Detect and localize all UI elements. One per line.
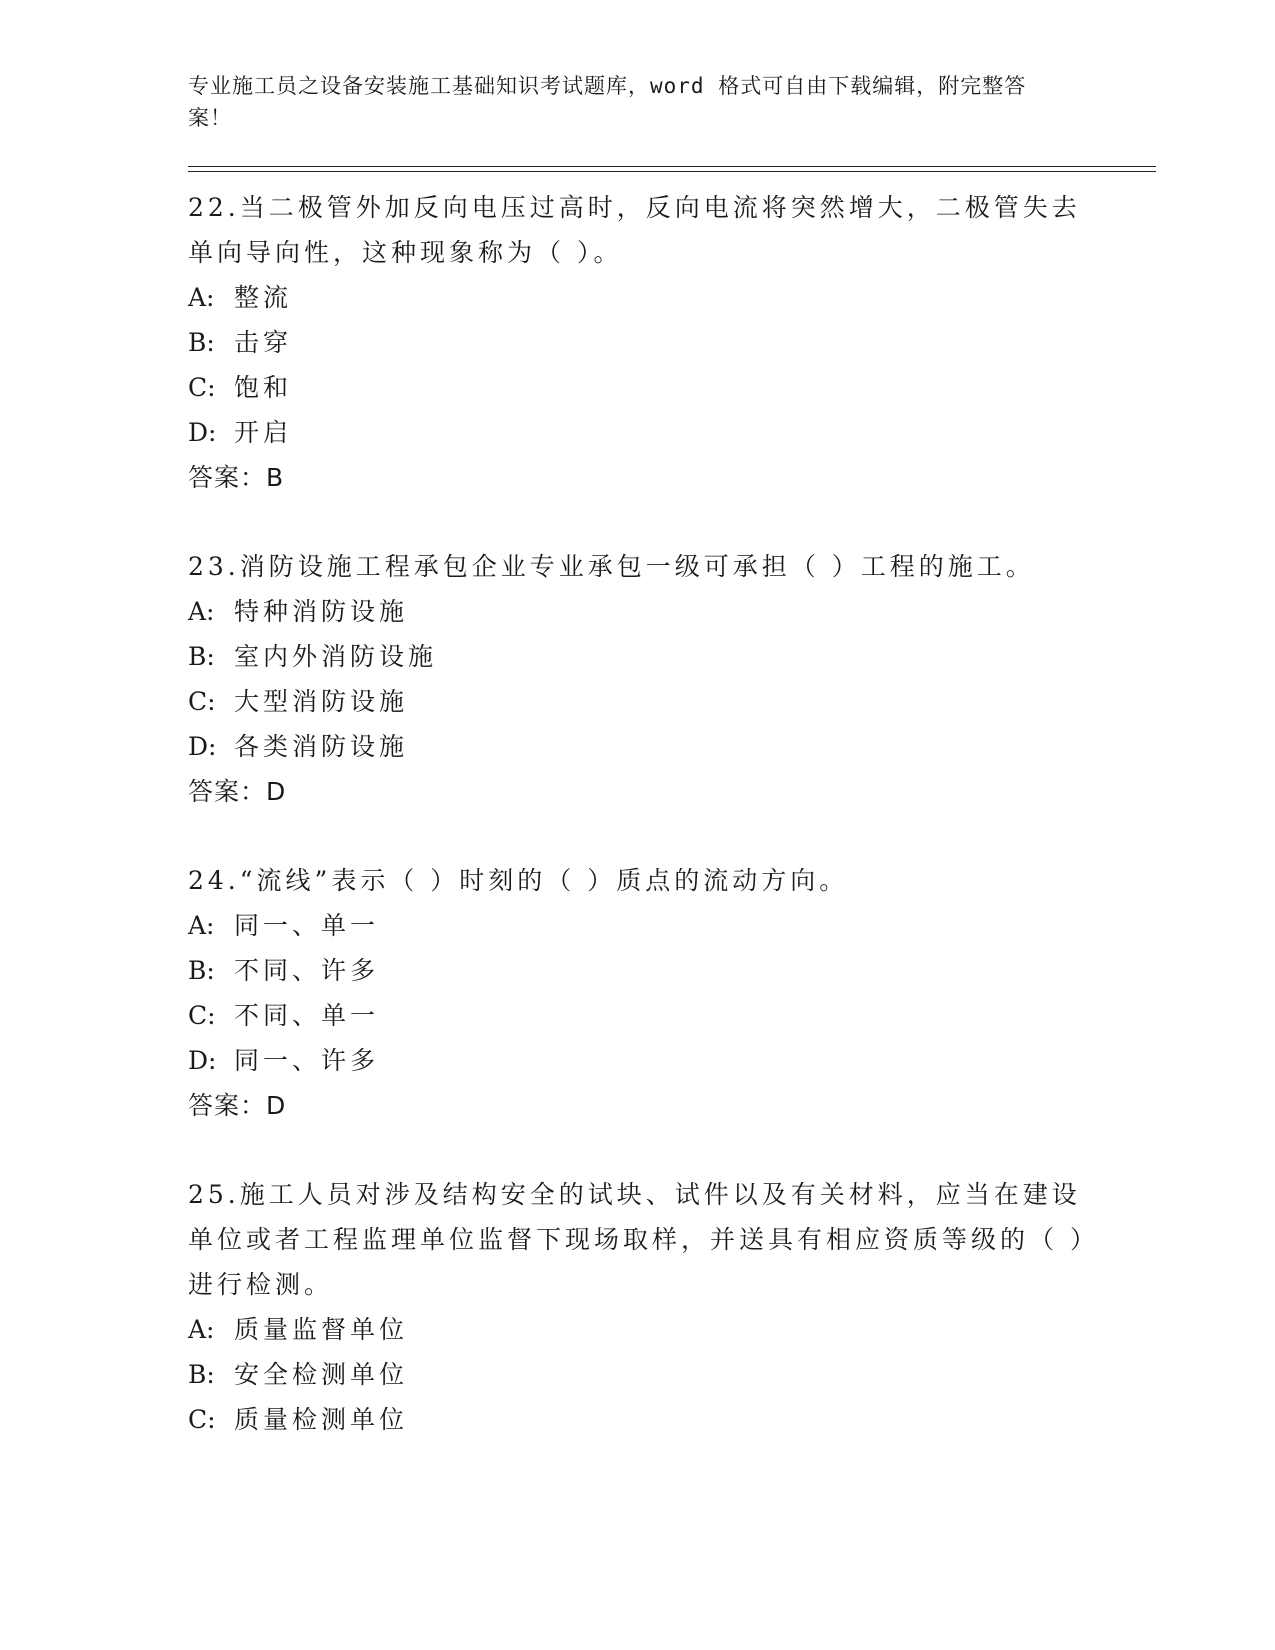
option-c: [188, 365, 1168, 410]
question-text: 23.消防设施工程承包企业专业承包一级可承担（ ）工程的施工。: [188, 552, 1035, 581]
option-key: B:: [188, 642, 215, 671]
option-a: [188, 589, 1168, 634]
option-text: 质量监督单位: [234, 1315, 409, 1344]
option-key: B:: [188, 328, 215, 357]
option-text: 室内外消防设施: [234, 642, 438, 671]
option-b: [188, 320, 1168, 365]
answer-line: 答案：D: [188, 1091, 287, 1120]
option-key: D:: [188, 1046, 217, 1075]
document-page: [188, 70, 1168, 1486]
option-a: [188, 903, 1168, 948]
option-key: C:: [188, 687, 216, 716]
option-text: 整流: [234, 283, 293, 312]
question-24: [188, 858, 1168, 1128]
option-text: 饱和: [234, 373, 293, 402]
question-text: 24.“流线”表示（ ）时刻的（ ）质点的流动方向。: [188, 866, 849, 895]
option-key: B:: [188, 1360, 215, 1389]
option-key: D:: [188, 732, 217, 761]
option-d: [188, 410, 1168, 455]
option-text: 同一、单一: [234, 911, 380, 940]
option-c: [188, 679, 1168, 724]
option-key: D:: [188, 418, 217, 447]
option-key: A:: [188, 911, 215, 940]
option-b: [188, 634, 1168, 679]
option-key: B:: [188, 956, 215, 985]
option-text: 大型消防设施: [234, 687, 409, 716]
header-divider: [188, 166, 1156, 172]
question-text: 25.施工人员对涉及结构安全的试块、试件以及有关材料，应当在建设单位或者工程监理单位监督下现场取样，并送具有相应资质等级的（ ）进行检测。: [188, 1180, 1087, 1299]
question-25: [188, 1172, 1168, 1442]
document-header: 专业施工员之设备安装施工基础知识考试题库，word 格式可自由下载编辑，附完整答案！: [188, 74, 1027, 130]
option-text: 质量检测单位: [234, 1405, 409, 1434]
answer-line: 答案：D: [188, 777, 287, 806]
option-key: A:: [188, 283, 215, 312]
option-text: 特种消防设施: [234, 597, 409, 626]
option-a: [188, 275, 1168, 320]
option-text: 各类消防设施: [234, 732, 409, 761]
option-text: 开启: [234, 418, 293, 447]
option-key: A:: [188, 1315, 215, 1344]
option-key: C:: [188, 373, 216, 402]
option-key: C:: [188, 1001, 216, 1030]
question-23: [188, 544, 1168, 814]
option-d: [188, 724, 1168, 769]
option-key: C:: [188, 1405, 216, 1434]
question-list: [188, 185, 1168, 1442]
question-22: [188, 185, 1168, 500]
option-a: [188, 1307, 1168, 1352]
option-text: 同一、许多: [234, 1046, 380, 1075]
question-text: 22.当二极管外加反向电压过高时，反向电流将突然增大，二极管失去单向导向性，这种现象称为（ ）。: [188, 193, 1081, 267]
option-text: 安全检测单位: [234, 1360, 409, 1389]
option-c: [188, 1397, 1168, 1442]
answer-line: 答案：B: [188, 463, 285, 492]
option-c: [188, 993, 1168, 1038]
option-b: [188, 1352, 1168, 1397]
option-text: 不同、单一: [234, 1001, 380, 1030]
option-text: 击穿: [234, 328, 293, 357]
option-text: 不同、许多: [234, 956, 380, 985]
option-d: [188, 1038, 1168, 1083]
option-key: A:: [188, 597, 215, 626]
option-b: [188, 948, 1168, 993]
